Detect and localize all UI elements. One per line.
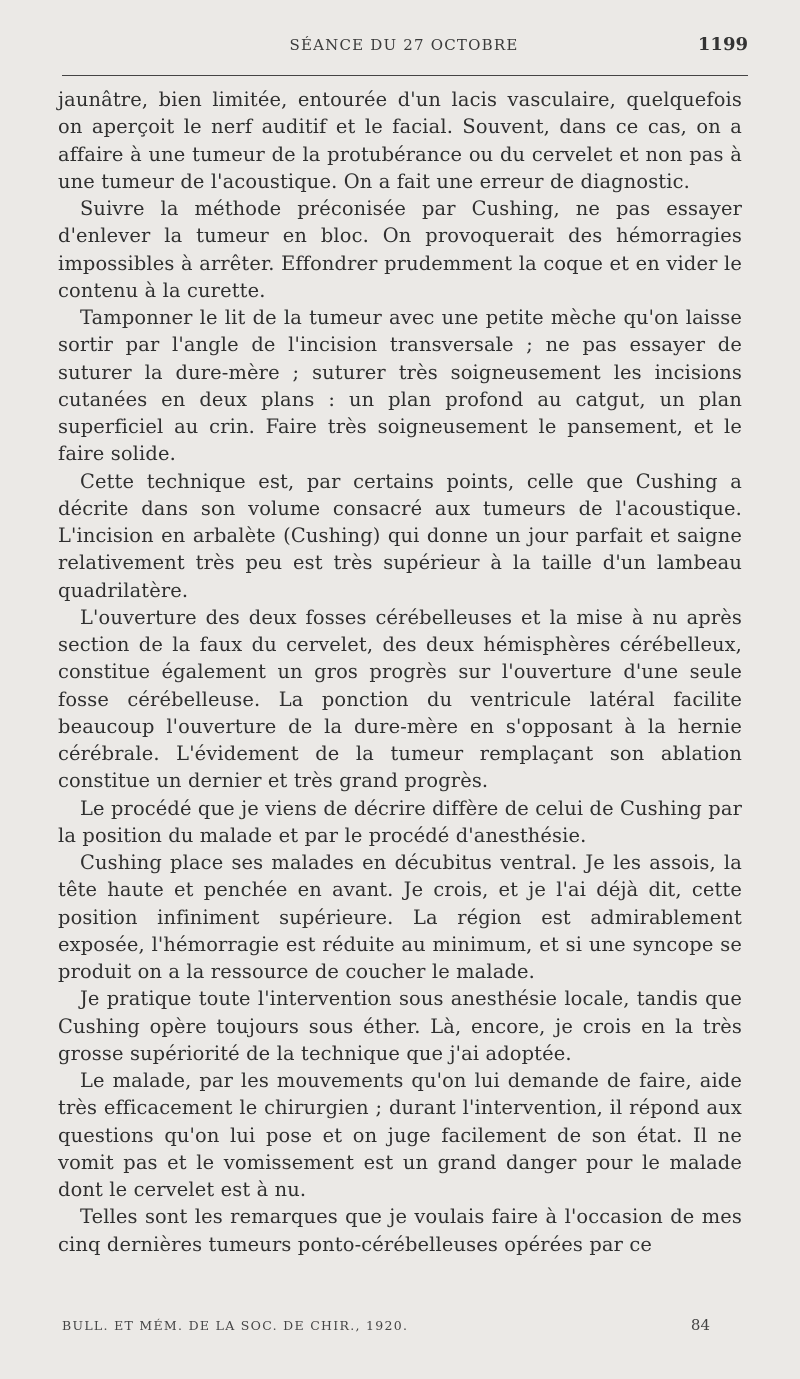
page-header (58, 36, 750, 66)
paragraph: Je pratique toute l'intervention sous anesthésie locale, tandis que Cushing opère toujours sous éther. Là, encore, je crois en la très grosse supériorité de la technique que j'ai adoptée. (58, 987, 742, 1065)
paragraph: Telles sont les remarques que je voulais faire à l'occasion de mes cinq dernières tumeurs ponto-cérébelleuses opérées par ce (58, 1205, 742, 1256)
paragraph: Suivre la méthode préconisée par Cushing, ne pas essayer d'enlever la tumeur en bloc. On provoquerait des hémorragies impossibles à arrêter. Effondrer prudemment la coque et en vider le contenu à la curette. (58, 197, 742, 302)
paragraph: Tamponner le lit de la tumeur avec une petite mèche qu'on laisse sortir par l'angle de l'incision transversale ; ne pas essayer de suturer la dure-mère ; suturer très soigneusement les incisions cutanées en deux plans : un plan profond au catgut, un plan superficiel au crin. Faire très soigneusement le pansement, et le faire solide. (58, 306, 742, 466)
paragraph: Cette technique est, par certains points, celle que Cushing a décrite dans son volume consacré aux tumeurs de l'acoustique. L'incision en arbalète (Cushing) qui donne un jour parfait et saigne relativement très peu est très supérieur à la taille d'un lambeau quadrilatère. (58, 469, 742, 602)
journal-reference: BULL. ET MÉM. DE LA SOC. DE CHIR., 1920. (62, 1318, 409, 1333)
paragraph: jaunâtre, bien limitée, entourée d'un lacis vasculaire, quelquefois on aperçoit le nerf auditif et le facial. Souvent, dans ce cas, on a affaire à une tumeur de la protubérance ou du cervelet et non pas à une tumeur de l'acoustique. On a fait une erreur de diagnostic. (58, 88, 742, 193)
signature-mark: 84 (690, 1316, 710, 1334)
header-rule (62, 75, 748, 76)
running-title: SÉANCE DU 27 OCTOBRE (289, 36, 519, 54)
body-text (58, 86, 742, 1258)
paragraph: Cushing place ses malades en décubitus ventral. Je les assois, la tête haute et penchée en avant. Je crois, et je l'ai déjà dit, cette position infiniment supérieure. La région est admirablement exposée, l'hémorragie est réduite au minimum, et si une syncope se produit on a la ressource de coucher le malade. (58, 851, 742, 983)
page-number: 1199 (697, 34, 748, 55)
paragraph: Le malade, par les mouvements qu'on lui demande de faire, aide très efficacement le chirurgien ; durant l'intervention, il répond aux questions qu'on lui pose et on juge facilement de son état. Il ne vomit pas et le vomissement est un grand danger pour le malade dont le cervelet est à nu. (58, 1069, 742, 1201)
page-footer (62, 1318, 726, 1342)
paragraph: L'ouverture des deux fosses cérébelleuses et la mise à nu après section de la faux du cervelet, des deux hémisphères cérébelleux, constitue également un gros progrès sur l'ouverture d'une seule fosse cérébelleuse. La ponction du ventricule latéral facilite beaucoup l'ouverture de la dure-mère en s'opposant à la hernie cérébrale. L'évidement de la tumeur remplaçant son ablation constitue un dernier et très grand progrès. (58, 605, 742, 793)
paragraph: Le procédé que je viens de décrire diffère de celui de Cushing par la position du malade et par le procédé d'anesthésie. (58, 796, 742, 847)
